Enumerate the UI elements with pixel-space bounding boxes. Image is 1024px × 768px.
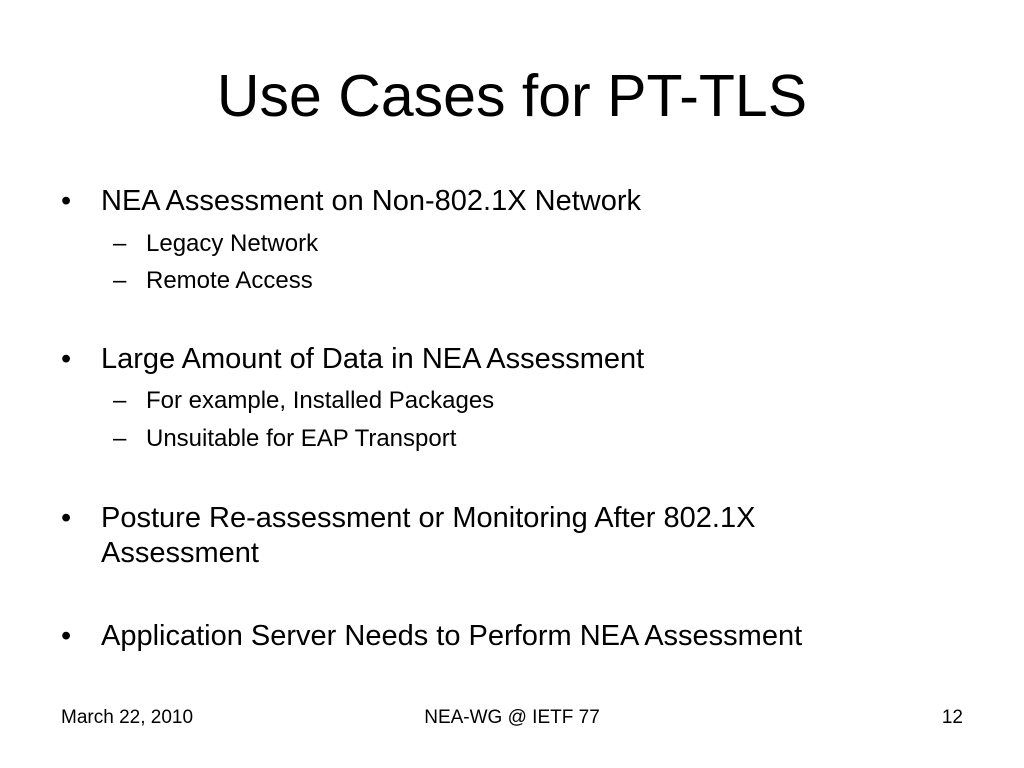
page-number: 12 bbox=[941, 707, 963, 728]
sub-bullet-text: Legacy Network bbox=[146, 230, 319, 257]
bullet-text: Large Amount of Data in NEA Assessment bbox=[101, 343, 645, 375]
sub-bullet-marker: – bbox=[113, 267, 127, 294]
sub-bullet-marker: – bbox=[113, 387, 127, 414]
sub-bullet-marker: – bbox=[113, 230, 127, 257]
slide-title: Use Cases for PT-TLS bbox=[216, 63, 808, 129]
bullet-marker: • bbox=[61, 620, 72, 652]
bullet-marker: • bbox=[61, 502, 72, 534]
footer-date: March 22, 2010 bbox=[61, 707, 194, 728]
sub-bullet-marker: – bbox=[113, 425, 127, 452]
bullet-marker: • bbox=[61, 343, 72, 375]
footer-title: NEA-WG @ IETF 77 bbox=[424, 707, 600, 728]
bullet-text: NEA Assessment on Non-802.1X Network bbox=[101, 185, 641, 217]
sub-bullet-text: Unsuitable for EAP Transport bbox=[146, 425, 457, 452]
bullet-text: Posture Re-assessment or Monitoring After 802.1X Assessment bbox=[101, 502, 756, 569]
sub-bullet-text: Remote Access bbox=[146, 267, 313, 294]
bullet-text: Application Server Needs to Perform NEA Assessment bbox=[101, 620, 803, 652]
sub-bullet-text: For example, Installed Packages bbox=[146, 387, 495, 414]
bullet-marker: • bbox=[61, 185, 72, 217]
